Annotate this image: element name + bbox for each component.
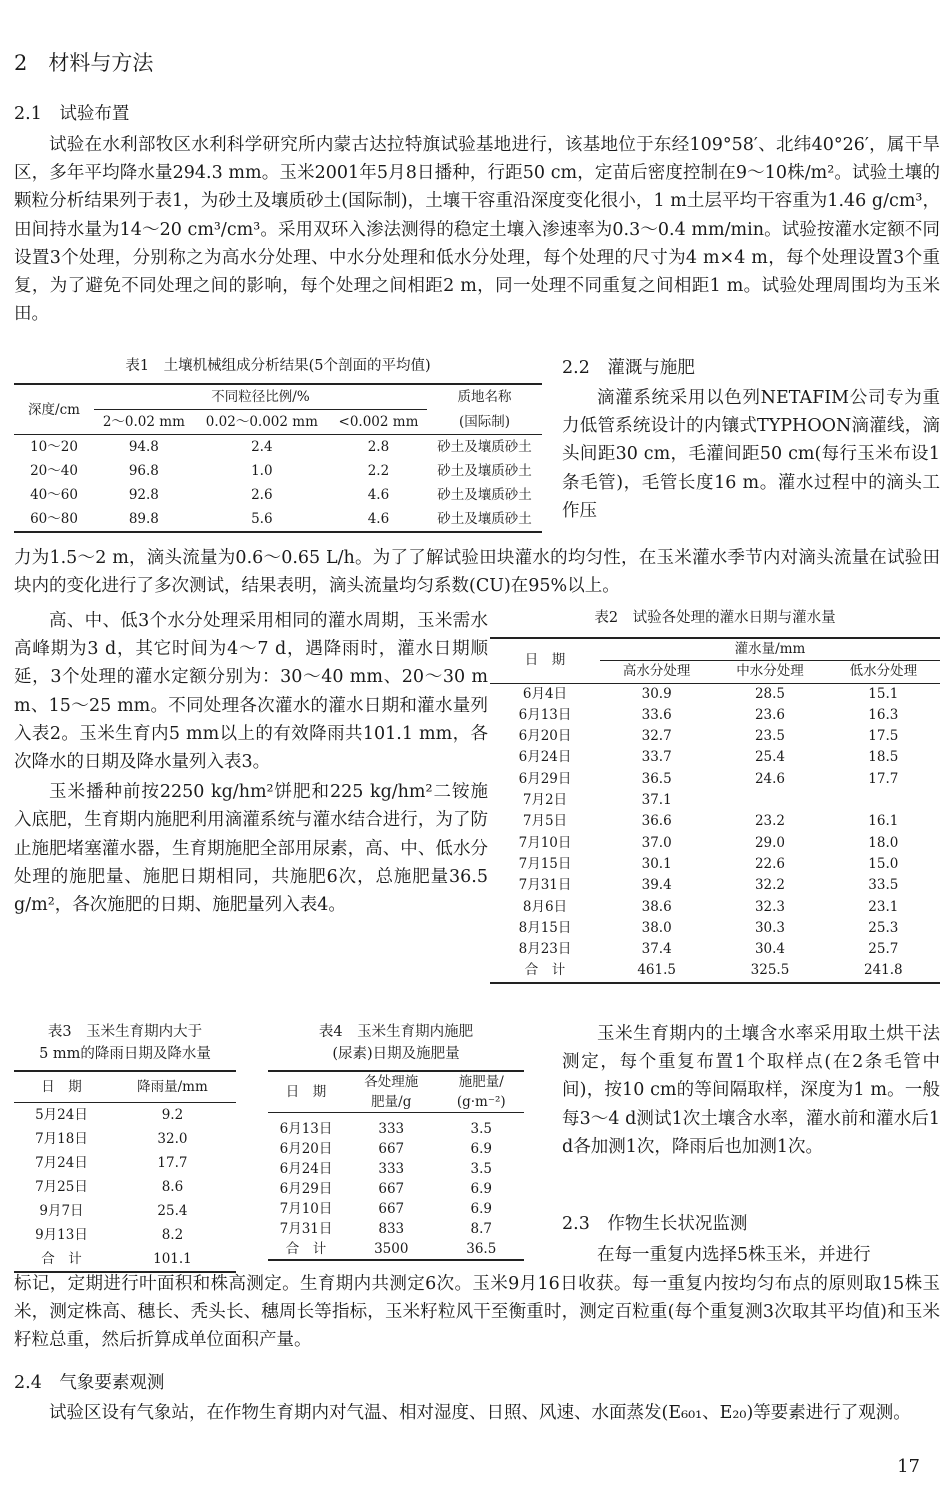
page-number: 17 [897,1456,920,1477]
table2-caption: 表2 试验各处理的灌水日期与灌水量 [594,610,836,626]
table2-header-mid: 中水分处理 [713,661,826,683]
table2-header-low: 低水分处理 [827,661,940,683]
table4-header-rate: 施肥量/ (g·m⁻²) [439,1071,524,1113]
table-row: 20～40 96.8 1.0 2.2 砂土及壤质砂土 [30,463,532,479]
table1-header-depth: 深度/cm [14,384,94,435]
table-row: 6月4日 30.9 28.5 15.1 [522,685,899,702]
paragraph-text: 玉米生育期内的土壤含水率采用取土烘干法测定，每个重复布置1个取样点(在2条毛管中间)，按10 cm的等间隔取样，深度为1 m。一般每3～4 d测试1次土壤含水率，灌水前和灌水后1 d各加测1次，降雨后也加测1次。 [562,1024,940,1157]
table-row: 7月18日 32.0 [35,1131,188,1147]
subsection-heading-2-3: 2.3 作物生长状况监测 [562,1214,748,1234]
table-row: 7月2日 37.1 [522,792,672,809]
table-row: 6月29日 36.5 24.6 17.7 [518,770,899,787]
table2 [490,637,940,984]
table-row: 60～80 89.8 5.6 4.6 砂土及壤质砂土 [14,507,542,532]
table-row: 5月24日 9.2 [35,1107,184,1123]
table-row: 合 计 101.1 [14,1247,236,1272]
subsection-heading-2-2: 2.2 灌溉与施肥 [562,358,695,378]
table3-header-date: 日 期 [14,1071,109,1103]
table-row: 7月31日 39.4 32.2 33.5 [518,877,899,894]
table-row: 9月7日 25.4 [39,1203,188,1219]
paragraph-text: 试验区设有气象站，在作物生育期内对气温、相对湿度、日照、风速、水面蒸发(E₆₀₁、E₂₀)等要素进行了观测。 [49,1403,911,1423]
table1-header-texture2: (国际制) [427,410,542,435]
table3-header-rain: 降雨量/mm [109,1071,236,1103]
table-row: 7月24日 17.7 [35,1155,188,1171]
paragraph-2-4 [14,1399,940,1427]
table2-header-date: 日 期 [490,638,600,683]
table-row: 合 计 461.5 325.5 241.8 [490,960,940,982]
table-row: 6月20日 667 6.9 [279,1141,492,1157]
table1 [14,383,542,533]
paragraph-2-2-cont [14,544,940,600]
table-row: 6月13日 33.6 23.6 16.3 [518,706,899,723]
table-row: 9月13日 8.2 [35,1227,184,1243]
paragraph-text: 玉米播种前按2250 kg/hm²饼肥和225 kg/hm²二铵施入底肥，生育期内施肥利用滴灌系统与灌水结合进行，为了防止施肥堵塞灌水器，生育期施肥全部用尿素，高、中、低水分处理的施肥量、施肥日期相同，共施肥6次，总施肥量36.5 g/m²，各次施肥的日期、施肥量列入表4。 [14,782,488,916]
table-row: 6月13日 333 3.5 [279,1121,492,1137]
table-row: 40～60 92.8 2.6 4.6 砂土及壤质砂土 [30,487,532,503]
table-row: 合 计 3500 36.5 [268,1239,524,1260]
paragraph-text: 滴灌系统采用以色列NETAFIM公司专为重力低管系统设计的内镶式TYPHOON滴灌线，滴头间距30 cm，毛灌间距50 cm(每行玉米布设1条毛管)，毛管长度16 m。灌水过程中的滴头工作压 [562,388,940,521]
table1-header-a: 2～0.02 mm [94,410,194,435]
table2-header-high: 高水分处理 [600,661,713,683]
paragraph-2-2-left [14,607,488,919]
paragraph-2-2-soil [562,1020,940,1161]
table2-header-group: 灌水量/mm [600,638,940,661]
table4-caption: 表4 玉米生育期内施肥 (尿素)日期及施肥量 [318,1024,474,1062]
paragraph-2-3-side [562,1241,940,1269]
subsection-heading-2-1: 2.1 试验布置 [14,104,130,124]
paragraph-2-3 [14,1270,940,1355]
table-row: 7月31日 833 8.7 [279,1221,492,1237]
table1-header-texture: 质地名称 [427,384,542,410]
table-row: 8月15日 38.0 30.3 25.3 [518,919,899,936]
table-row: 7月15日 30.1 22.6 15.0 [518,855,899,872]
table1-header-group: 不同粒径比例/% [94,384,427,410]
subsection-heading-2-4: 2.4 气象要素观测 [14,1373,165,1393]
table4-header-date: 日 期 [268,1071,344,1113]
table-row: 10～20 94.8 2.4 2.8 砂土及壤质砂土 [30,439,532,455]
paragraph-text: 试验在水利部牧区水利科学研究所内蒙古达拉特旗试验基地进行，该基地位于东经109°58′、北纬40°26′，属干旱区，多年平均降水量294.3 mm。玉米2001年5月8日播种，行距50 cm，定苗后密度控制在9～10株/m²。试验土壤的颗粒分析结果列于表1，为砂土及壤质砂土(国际制)，土壤干容重沿深度变化很小，1 m土层平均干容重为1.46 g/cm³，田间持水量为14～20 cm³/cm³。采用双环入渗法测得的稳定土壤入渗速率为0.3～0.4 mm/min。试验按灌水定额不同设置3个处理，分别称之为高水分处理、中水分处理和低水分处理，每个处理的尺寸为4 m×4 m，每个处理设置3个重复，为了避免不同处理之间的影响，每个处理之间相距2 m，同一处理不同重复之间相距1 m。试验处理周围均为玉米田。 [14,135,940,325]
section-title: 2 材料与方法 [14,51,154,75]
table-row: 6月24日 333 3.5 [279,1161,492,1177]
table-row: 7月25日 8.6 [35,1179,184,1195]
table-row: 6月29日 667 6.9 [279,1181,492,1197]
table-row: 7月10日 667 6.9 [279,1201,492,1217]
table4-header-amount: 各处理施 肥量/g [344,1071,439,1113]
paragraph-2-1 [14,131,940,328]
table3 [14,1070,236,1273]
table-row: 7月5日 36.6 23.2 16.1 [522,813,899,830]
table-row: 7月10日 37.0 29.0 18.0 [518,834,899,851]
paragraph-2-2-side [562,384,940,525]
table-row: 8月6日 38.6 32.3 23.1 [522,898,899,915]
table1-caption: 表1 土壤机械组成分析结果(5个剖面的平均值) [125,358,431,374]
table-row: 6月24日 33.7 25.4 18.5 [518,749,899,766]
paragraph-text: 在每一重复内选择5株玉米，并进行 [597,1245,871,1265]
table1-header-b: 0.02～0.002 mm [194,410,330,435]
table-row: 8月23日 37.4 30.4 25.7 [518,941,899,958]
table4 [268,1070,524,1261]
table1-header-c: <0.002 mm [330,410,427,435]
table3-caption: 表3 玉米生育期内大于 5 mm的降雨日期及降水量 [39,1024,211,1062]
paragraph-text: 标记，定期进行叶面积和株高测定。生育期内共测定6次。玉米9月16日收获。每一重复内按均匀布点的原则取15株玉米，测定株高、穗长、秃头长、穗周长等指标，玉米籽粒风干至衡重时，测定百粒重(每个重复测3次取其平均值)和玉米籽粒总重，然后折算成单位面积产量。 [14,1274,940,1351]
paragraph-text: 高、中、低3个水分处理采用相同的灌水周期，玉米需水高峰期为3 d，其它时间为4～7 d，遇降雨时，灌水日期顺延，3个处理的灌水定额分别为：30～40 mm、20～30 mm、15～25 mm。不同处理各次灌水的灌水日期和灌水量列入表2。玉米生育内5 mm以上的有效降雨共101.1 mm，各次降水的日期及降水量列入表3。 [14,611,488,773]
paragraph-text: 力为1.5～2 m，滴头流量为0.6～0.65 L/h。为了了解试验田块灌水的均匀性，在玉米灌水季节内对滴头流量在试验田块内的变化进行了多次测试，结果表明，滴头流量均匀系数(CU)在95%以上。 [14,548,940,597]
table-row: 6月20日 32.7 23.5 17.5 [518,728,899,745]
